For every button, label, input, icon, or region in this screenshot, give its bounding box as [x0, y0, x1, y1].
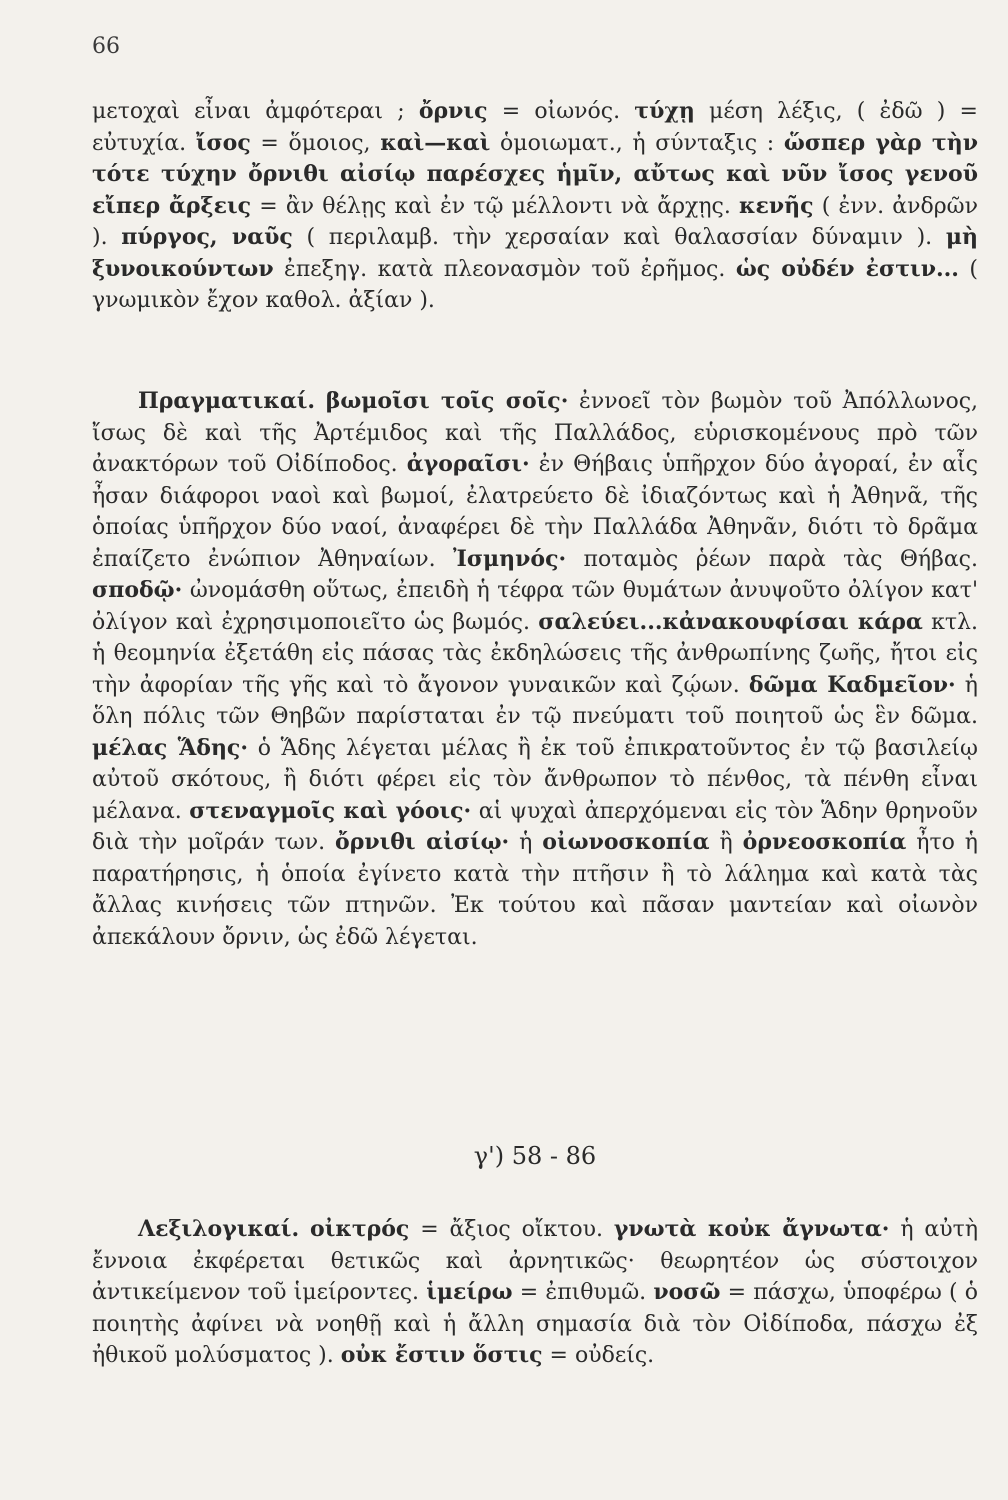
text-run: = οὐδείς.	[542, 1343, 655, 1368]
bold-term: σαλεύει...κἀνακουφίσαι κάρα	[538, 608, 923, 635]
bold-term: κενῆς	[739, 192, 814, 219]
bold-term: οὐκ ἔστιν ὅστις	[340, 1342, 543, 1368]
section-heading: γ') 58 - 86	[473, 1142, 597, 1170]
bold-term: σποδῷ·	[92, 577, 183, 603]
bold-term: βωμοῖσι τοῖς σοῖς·	[325, 388, 569, 414]
bold-term: μὴ ξυνοικούντων	[92, 224, 978, 282]
text-run: μέση λέξις, ( ἐδῶ ) = εὐτυχία.	[92, 99, 978, 156]
text-run: ὠνομάσθη οὕτως, ἐπειδὴ ἡ τέφρα τῶν θυμάτων ἀνυψοῦτο ὀλίγον κατ' ὀλίγον καὶ ἐχρησιμοποιεῖτο ὡς βωμός.	[92, 578, 978, 635]
text-run	[299, 1217, 310, 1242]
paragraph-lexilogikai	[92, 1214, 978, 1372]
text-run: = πάσχω, ὑποφέρω ( ὁ ποιητὴς ἀφίνει νὰ νοηθῇ καὶ ἡ ἄλλη σημασία διὰ τὸν Οἰδίποδα, πάσχω ἐξ ἠθικοῦ μολύσματος ).	[92, 1280, 979, 1368]
bold-term: Ἰσμηνός·	[453, 545, 567, 572]
bold-term: ὡς οὐδέν ἐστιν...	[735, 255, 959, 282]
bold-term: καὶ—καὶ	[380, 129, 491, 156]
bold-term: ὄρνιθι αἰσίῳ·	[335, 829, 510, 855]
bold-term: στεναγμοῖς καὶ γόοις·	[189, 797, 472, 824]
bold-term: οἰωνοσκοπία	[542, 829, 710, 855]
text-run: ἐν Θήβαις ὑπῆρχον δύο ἀγοραί, ἐν αἷς ἦσαν διάφοροι ναοὶ καὶ βωμοί, ἐλατρεύετο δὲ ἰδιαζόντως καὶ ἡ Ἀθηνᾶ, τῆς ὁποίας ὑπῆρχον δύο ναοί, ἀναφέρει δὲ τὴν Παλλάδα Ἀθηνᾶν, διότι τὸ δρᾶμα ἐπαίζετο ἐνώπιον Ἀθηναίων.	[92, 452, 978, 572]
text-run: κτλ. ἡ θεομηνία ἐξετάθη εἰς πάσας τὰς ἐκδηλώσεις τῆς ἀνθρωπίνης ζωῆς, ἤτοι εἰς τὴν ἀφορίαν τῆς γῆς καὶ τὸ ἄγονον γυναικῶν καὶ ζῴων.	[92, 609, 978, 698]
bold-term: οἰκτρός	[310, 1216, 410, 1242]
page-number: 66	[92, 34, 120, 59]
bold-term: γνωτὰ κοὐκ ἄγνωτα·	[613, 1216, 890, 1242]
text-run: = οἰωνός.	[487, 99, 635, 124]
bold-term: Λεξιλογικαί.	[138, 1216, 300, 1242]
bold-term: ὄρνις	[418, 98, 488, 124]
text-run: = ἄξιος οἴκτου.	[409, 1217, 614, 1242]
bold-term: ἀγοραῖσι·	[406, 451, 530, 477]
text-run: μετοχαὶ εἶναι ἀμφότεραι ;	[92, 99, 419, 124]
bold-term: νοσῶ	[653, 1279, 721, 1305]
text-run: ἐπεξηγ. κατὰ πλεονασμὸν τοῦ ἐρῆμος.	[273, 256, 736, 282]
bold-term: ὥσπερ γὰρ τὴν τότε τύχην ὄρνιθι αἰσίῳ παρέσχες ἡμῖν, αὔτως καὶ νῦν ἴσος γενοῦ εἴπερ ἄρξεις	[92, 129, 978, 219]
text-run: ἡ ὅλη πόλις τῶν Θηβῶν παρίσταται ἐν τῷ πνεύματι τοῦ ποιητοῦ ὡς ἓν δῶμα.	[92, 672, 978, 729]
text-run: ὁμοιωματ., ἡ σύνταξις :	[490, 130, 784, 156]
text-run: ἡ	[509, 830, 543, 855]
paragraph-pragmatikai	[92, 386, 978, 953]
text-run: = ἂν θέλῃς καὶ ἐν τῷ μέλλοντι νὰ ἄρχῃς.	[251, 193, 740, 219]
bold-term: μέλας Ἅδης·	[92, 734, 248, 761]
text-run: ποταμὸς ῥέων παρὰ τὰς Θήβας.	[566, 546, 978, 572]
text-run: ἡ αὐτὴ ἔννοια ἐκφέρεται θετικῶς καὶ ἀρνητικῶς· θεωρητέον ὡς σύστοιχον ἀντικείμενον τοῦ ἱμείροντες.	[92, 1217, 978, 1305]
bold-term: ὀρνεοσκοπία	[742, 829, 907, 855]
bold-term: Πραγματικαί.	[138, 388, 316, 414]
text-run: αἱ ψυχαὶ ἀπερχόμεναι εἰς τὸν Ἅδην θρηνοῦν διὰ τὴν μοῖράν των.	[92, 798, 978, 855]
bold-term: ἱμείρω	[426, 1279, 513, 1305]
paragraph-1	[92, 96, 978, 317]
text-run: ἐννοεῖ τὸν βωμὸν τοῦ Ἀπόλλωνος, ἴσως δὲ καὶ τῆς Ἀρτέμιδος καὶ τῆς Παλλάδος, εὑρισκομένους πρὸ τῶν ἀνακτόρων τοῦ Οἰδίποδος.	[92, 389, 979, 477]
bold-term: τύχῃ	[634, 98, 695, 124]
bold-term: ἴσος	[195, 129, 251, 156]
text-run: = ὅμοιος,	[250, 130, 381, 156]
text-run: ἦτο ἡ παρατήρησις, ἡ ὁποία ἐγίνετο κατὰ τὴν πτῆσιν ἢ τὸ λάλημα καὶ κατὰ τὰς ἄλλας κινήσεις τῶν πτηνῶν. Ἐκ τούτου καὶ πᾶσαν μαντείαν καὶ οἰωνὸν ἀπεκάλουν ὄρνιν, ὡς ἐδῶ λέγεται.	[92, 830, 978, 950]
text-run: ( ἐνν. ἀνδρῶν ).	[92, 193, 978, 250]
text-run: ἢ	[709, 830, 743, 855]
text-run: ( περιλαμβ. τὴν χερσαίαν καὶ θαλασσίαν δύναμιν ).	[292, 225, 946, 250]
text-run: = ἐπιθυμῶ.	[512, 1280, 654, 1305]
text-run: ( γνωμικὸν ἔχον καθολ. ἀξίαν ).	[92, 256, 978, 313]
bold-term: δῶμα Καδμεῖον·	[748, 671, 956, 698]
bold-term: πύργος, ναῦς	[121, 224, 293, 250]
text-run: ὁ Ἅδης λέγεται μέλας ἢ ἐκ τοῦ ἐπικρατοῦντος ἐν τῷ βασιλείῳ αὐτοῦ σκότους, ἢ διότι φέρει εἰς τὸν ἄνθρωπον τὸ πένθος, τὰ πένθη εἶναι μέλανα.	[92, 735, 978, 824]
text-run	[315, 389, 326, 414]
